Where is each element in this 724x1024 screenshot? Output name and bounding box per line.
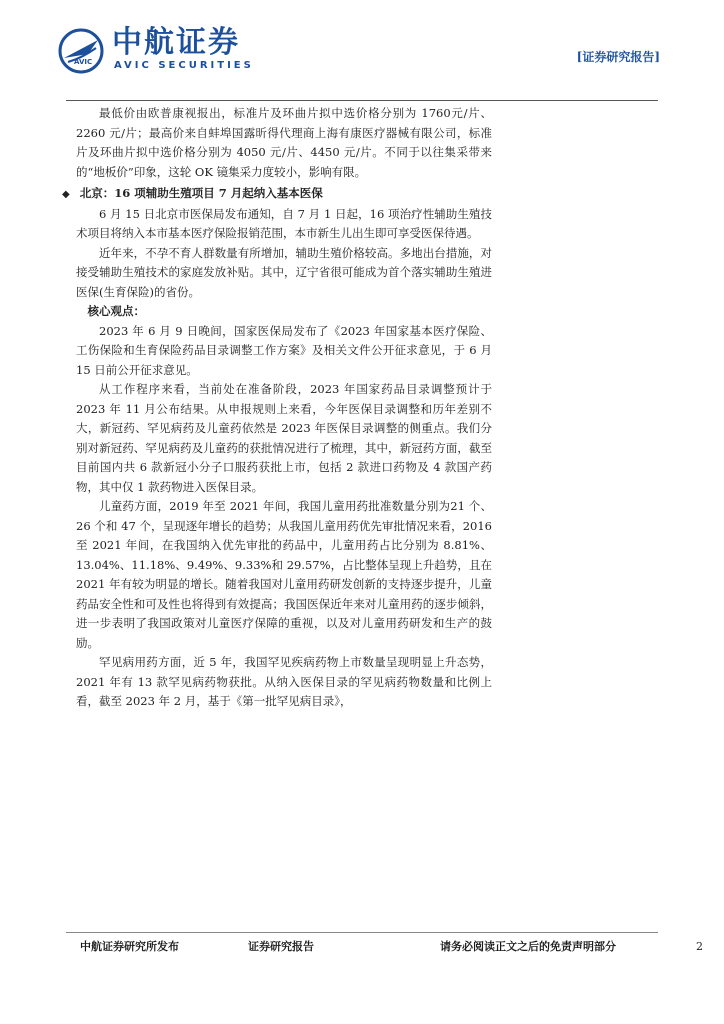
- paragraph-ok-lens-pricing: 最低价由欧普康视报出，标准片及环曲片拟中选价格分别为 1760元/片、2260 元/片；最高价来自蚌埠国露昕得代理商上海有康医疗器械有限公司，标准片及环曲片拟中选价格分别为 4050 元/片、4450 元/片。不同于以往集采带来的“地板价”印象，这轮 OK 镜集采力度较小，影响有限。: [76, 106, 492, 179]
- header-divider: [66, 100, 658, 101]
- paragraph-work-procedure: 从工作程序来看，当前处在准备阶段，2023 年国家药品目录调整预计于 2023 年 11 月公布结果。从申报规则上来看，今年医保目录调整和历年差别不大，新冠药、罕见病药及儿童药依然是 2023 年医保目录调整的侧重点。我们分别对新冠药、罕见病药及儿童药的获批情况进行了梳理，其中，新冠药方面，截至目前国内共 6 款新冠小分子口服药获批上市，包括 2 款进口药物及 4 款国产药物，其中仅 1 款药物进入医保目录。: [76, 382, 492, 494]
- logo-mark-text: AVIC: [74, 58, 93, 66]
- report-body: [62, 104, 492, 712]
- logo-english-text: AVIC SECURITIES: [114, 60, 254, 71]
- paragraph-rare-disease-drugs: 罕见病用药方面，近 5 年，我国罕见疾病药物上市数量呈现明显上升态势，2021 年有 13 款罕见病药物获批。从纳入医保目录的罕见病药物数量和比例上看，截至 2023 年 2 月，基于《第一批罕见病目录》，: [76, 655, 492, 708]
- diamond-bullet-icon: ◆: [62, 189, 70, 200]
- section-heading-beijing: [62, 184, 492, 205]
- logo-chinese-text: 中航证券: [112, 25, 240, 60]
- section-heading-text: 北京：16 项辅助生殖项目 7 月起纳入基本医保: [79, 186, 323, 200]
- core-view-heading: 核心观点：: [87, 304, 145, 318]
- footer-report-type: 证券研究报告: [248, 940, 314, 953]
- paragraph-pediatric-drugs: 儿童药方面，2019 年至 2021 年间，我国儿童用药批准数量分别为21 个、26 个和 47 个，呈现逐年增长的趋势；从我国儿童用药优先审批情况来看，2016 至 2021 年间，在我国纳入优先审批的药品中，儿童用药占比分别为 8.81%、13.04%、11.18%、9.49%、9.33%和 29.57%，占比整体呈现上升趋势，且在 2021 年有较为明显的增长。随着我国对儿童用药研发创新的支持逐步提升，儿童药品安全性和可及性也将得到有效提高；我国医保近年来对儿童用药的逐步倾斜，进一步表明了我国政策对儿童医疗保障的重视，以及对儿童用药研发和生产的鼓励。: [76, 499, 492, 650]
- page-header: [0, 0, 724, 100]
- page-number: 2: [696, 940, 703, 953]
- paragraph-assisted-reproduction: 近年来，不孕不育人群数量有所增加，辅助生殖价格较高。多地出台措施，对接受辅助生殖技术的家庭发放补贴。其中，辽宁省很可能成为首个落实辅助生殖进医保(生育保险)的省份。: [76, 245, 492, 299]
- report-type-tag: [证券研究报告]: [576, 50, 660, 64]
- paragraph-nhsa-draft: 2023 年 6 月 9 日晚间，国家医保局发布了《2023 年国家基本医疗保险、工伤保险和生育保险药品目录调整工作方案》及相关文件公开征求意见，于 6 月 15 日前公开征求意见。: [76, 323, 492, 377]
- avic-logo-icon: [58, 28, 104, 74]
- footer-publisher: 中航证券研究所发布: [80, 940, 179, 953]
- footer-disclaimer-note: 请务必阅读正文之后的免责声明部分: [440, 940, 616, 953]
- paragraph-beijing-notice: 6 月 15 日北京市医保局发布通知，自 7 月 1 日起，16 项治疗性辅助生殖技术项目将纳入本市基本医疗保险报销范围，本市新生儿出生即可享受医保待遇。: [76, 206, 492, 240]
- footer-divider: [66, 932, 658, 933]
